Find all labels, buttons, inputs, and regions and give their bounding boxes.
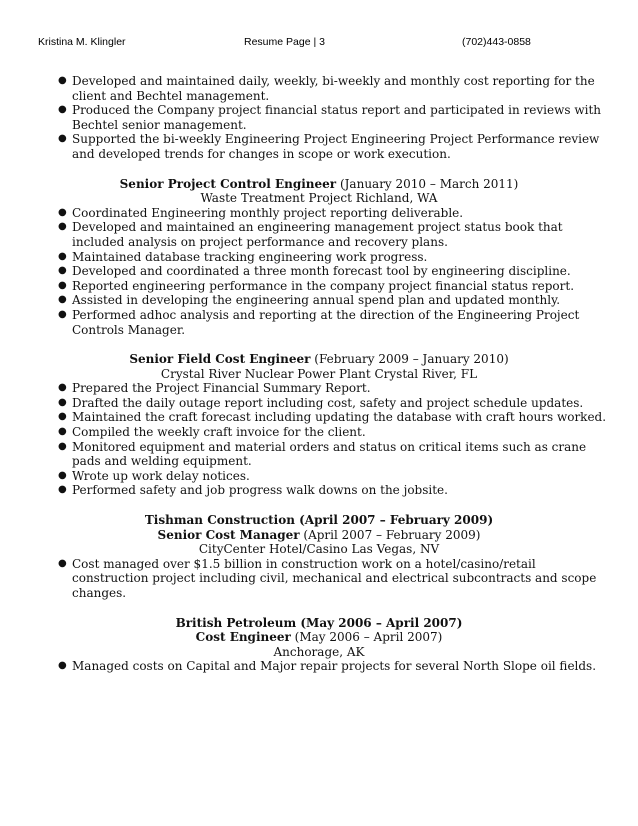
bullet-icon: ● [58, 294, 67, 306]
bullet-icon: ● [58, 308, 67, 320]
job-bullet-list [0, 557, 638, 601]
job-title: Cost Engineer [195, 630, 291, 645]
header-page-number: Resume Page | 3 [244, 36, 325, 48]
job-bullet-list [0, 381, 638, 498]
list-item: ● Prepared the Project Financial Summary Report. [58, 381, 371, 396]
company-heading: British Petroleum (May 2006 – April 2007) [175, 615, 463, 630]
list-item: ● Performed adhoc analysis and reporting at the direction of the Engineering Project Controls Manager. [58, 307, 580, 337]
bullet-icon: ● [58, 206, 67, 218]
bullet-icon: ● [58, 426, 67, 438]
job-dates: (February 2009 – January 2010) [314, 352, 509, 367]
bullet-icon: ● [58, 133, 67, 145]
job-heading [0, 352, 638, 367]
bullet-icon: ● [58, 557, 67, 569]
list-item: ● Cost managed over $1.5 billion in construction work on a hotel/casino/retail construction project including civil, mechanical and electrical subcontracts and scope changes. [58, 556, 597, 600]
job-dates: (May 2006 – April 2007) [294, 630, 443, 645]
job-location: Waste Treatment Project Richland, WA [200, 191, 438, 206]
job-title: Senior Cost Manager [157, 527, 300, 542]
list-item: ● Drafted the daily outage report including cost, safety and project schedule updates. [58, 395, 584, 410]
list-item: ● Produced the Company project financial status report and participated in reviews with Bechtel senior management. [58, 103, 602, 132]
job-heading [0, 177, 638, 192]
bullet-icon: ● [58, 469, 67, 481]
list-item: ● Coordinated Engineering monthly project reporting deliverable. [58, 205, 464, 220]
job-dates: (April 2007 – February 2009) [303, 527, 481, 542]
job-heading [0, 528, 638, 543]
bullet-icon: ● [58, 265, 67, 277]
bullet-icon: ● [58, 221, 67, 233]
list-item: ● Monitored equipment and material orders and status on critical items such as crane pads and welding equipment. [58, 439, 587, 469]
bullet-icon: ● [58, 440, 67, 452]
job-location: Anchorage, AK [273, 644, 365, 659]
list-item: ● Developed and maintained daily, weekly, bi-weekly and monthly cost reporting for the client and Bechtel management. [58, 74, 595, 103]
list-item: ● Developed and coordinated a three month forecast tool by engineering discipline. [58, 264, 571, 279]
list-item: ● Maintained the craft forecast including updating the database with craft hours worked. [58, 410, 607, 425]
job-bullet-list [0, 659, 638, 674]
job-location: Crystal River Nuclear Power Plant Crystal River, FL [160, 366, 478, 381]
job-title: Senior Field Cost Engineer [129, 352, 311, 367]
job-dates: (January 2010 – March 2011) [339, 176, 519, 191]
header-phone: (702)443-0858 [462, 36, 531, 48]
bullet-icon: ● [58, 660, 67, 672]
list-item: ● Compiled the weekly craft invoice for the client. [58, 425, 366, 440]
header-name: Kristina M. Klingler [38, 36, 126, 48]
list-item: ● Developed and maintained an engineering management project status book that included analysis on project performance and recovery plans. [58, 220, 563, 249]
job-location: CityCenter Hotel/Casino Las Vegas, NV [198, 542, 440, 557]
bullet-icon: ● [58, 396, 67, 408]
bullet-icon: ● [58, 250, 67, 262]
job-title: Senior Project Control Engineer [119, 176, 337, 191]
list-item: ● Assisted in developing the engineering annual spend plan and updated monthly. [58, 293, 561, 308]
job-bullet-list [0, 206, 638, 337]
bullet-icon: ● [58, 279, 67, 291]
list-item: ● Wrote up work delay notices. [58, 468, 250, 483]
list-item: ● Managed costs on Capital and Major repair projects for several North Slope oil fields. [58, 659, 597, 674]
bullet-icon: ● [58, 75, 67, 86]
list-item: ● Supported the bi-weekly Engineering Project Engineering Project Performance review and developed trends for changes in scope or work execution. [58, 132, 600, 161]
bullet-icon: ● [58, 104, 67, 116]
company-heading: Tishman Construction (April 2007 – February 2009) [144, 513, 494, 528]
bullet-icon: ● [58, 382, 67, 394]
list-item: ● Performed safety and job progress walk downs on the jobsite. [58, 483, 448, 498]
bullet-icon: ● [58, 484, 67, 496]
bullet-icon: ● [58, 411, 67, 423]
job-heading [0, 630, 638, 645]
intro-bullet-list [0, 74, 638, 162]
list-item: ● Reported engineering performance in the company project financial status report. [58, 278, 575, 293]
list-item: ● Maintained database tracking engineering work progress. [58, 249, 428, 264]
resume-body [0, 74, 638, 674]
